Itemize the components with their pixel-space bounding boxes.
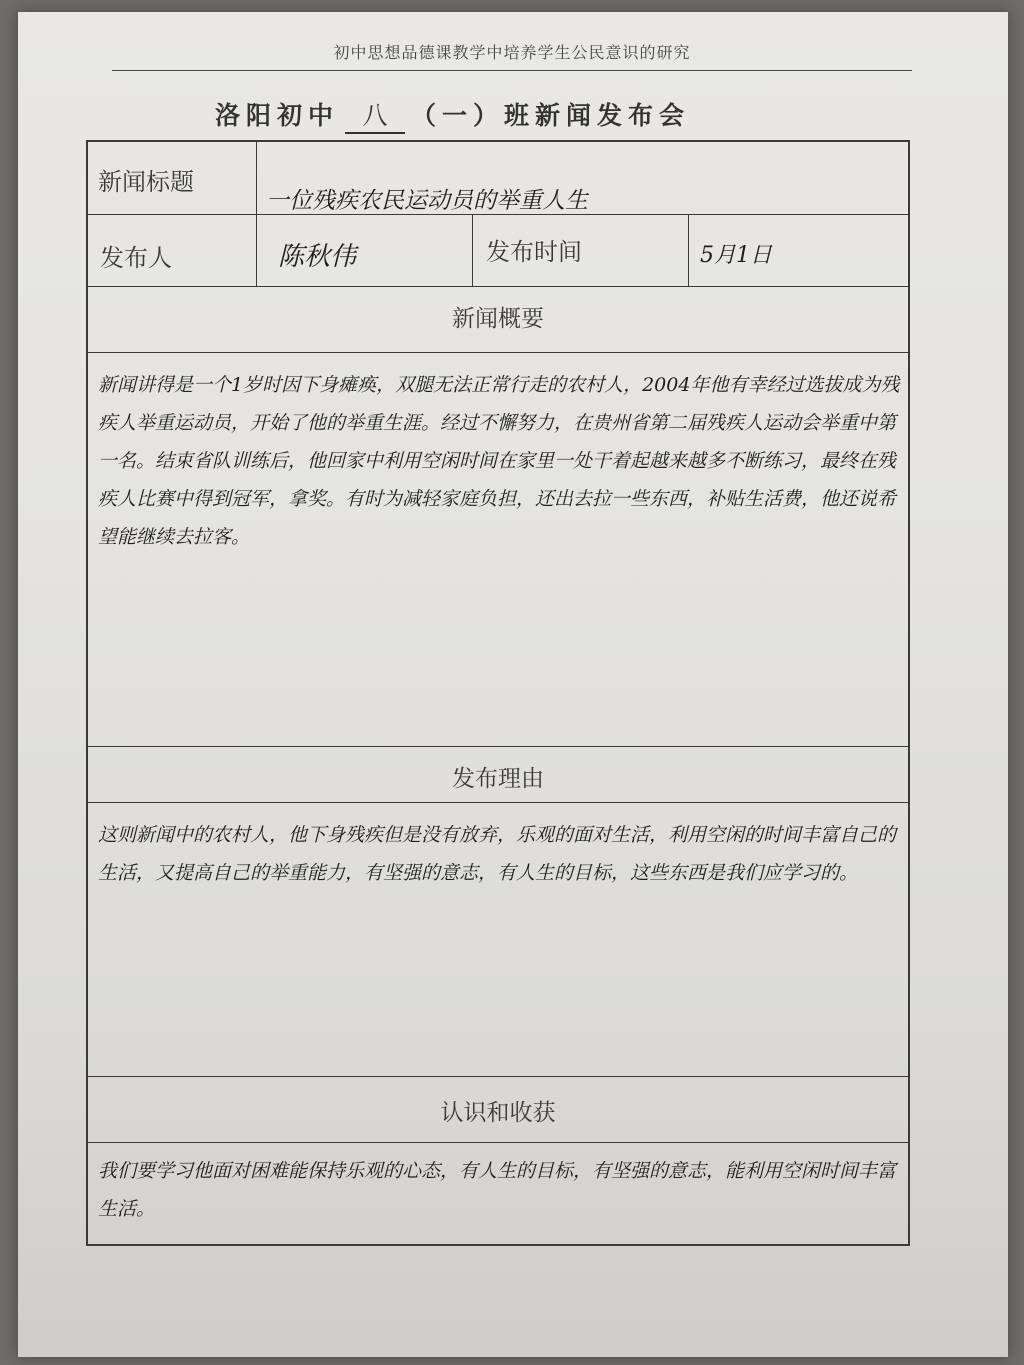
col-divider [472,214,473,286]
title-grade: 八 [345,96,405,134]
news-title-value: 一位残疾农民运动员的举重人生 [266,188,588,214]
news-title-label: 新闻标题 [98,168,194,196]
row-divider [88,802,908,803]
running-head: 初中思想品德课教学中培养学生公民意识的研究 [333,43,691,62]
publisher-label: 发布人 [100,244,172,272]
summary-text: 新闻讲得是一个1岁时因下身瘫痪，双腿无法正常行走的农村人，2004年他有幸经过选拔成为残疾人举重运动员，开始了他的举重生涯。经过不懈努力，在贵州省第二届残疾人运动会举重中第一名。结束省队训练后，他回家中利用空闲时间在家里一处干着起越来越多不断练习，最终在残疾人比赛中得到冠军，拿奖。有时为减轻家庭负担，还出去拉一些东西，补贴生活费，他还说希望能继续去拉客。 [98,374,900,548]
row-divider [88,1142,908,1143]
row-divider [88,286,908,287]
header-rule [112,70,912,71]
gain-text: 我们要学习他面对困难能保持乐观的心态，有人生的目标，有坚强的意志，能利用空闲时间丰富生活。 [98,1160,897,1220]
form-title [215,96,690,134]
summary-heading: 新闻概要 [452,306,544,332]
reason-text: 这则新闻中的农村人，他下身残疾但是没有放弃，乐观的面对生活，利用空闲的时间丰富自己的生活，又提高自己的举重能力，有坚强的意志，有人生的目标，这些东西是我们应学习的。 [98,824,897,884]
news-form-table [86,140,910,1246]
publisher-value: 陈秋伟 [278,242,357,272]
col-divider [688,214,689,286]
title-class-suffix: （一）班新闻发布会 [411,101,691,130]
col-divider [256,142,257,286]
publish-time-label: 发布时间 [486,238,582,266]
title-school: 洛阳初中 [215,101,340,130]
gain-heading: 认识和收获 [440,1100,556,1126]
row-divider [88,746,908,747]
row-divider [88,1076,908,1077]
reason-heading: 发布理由 [452,766,544,792]
row-divider [88,352,908,353]
publish-time-value: 5月1日 [700,243,772,268]
